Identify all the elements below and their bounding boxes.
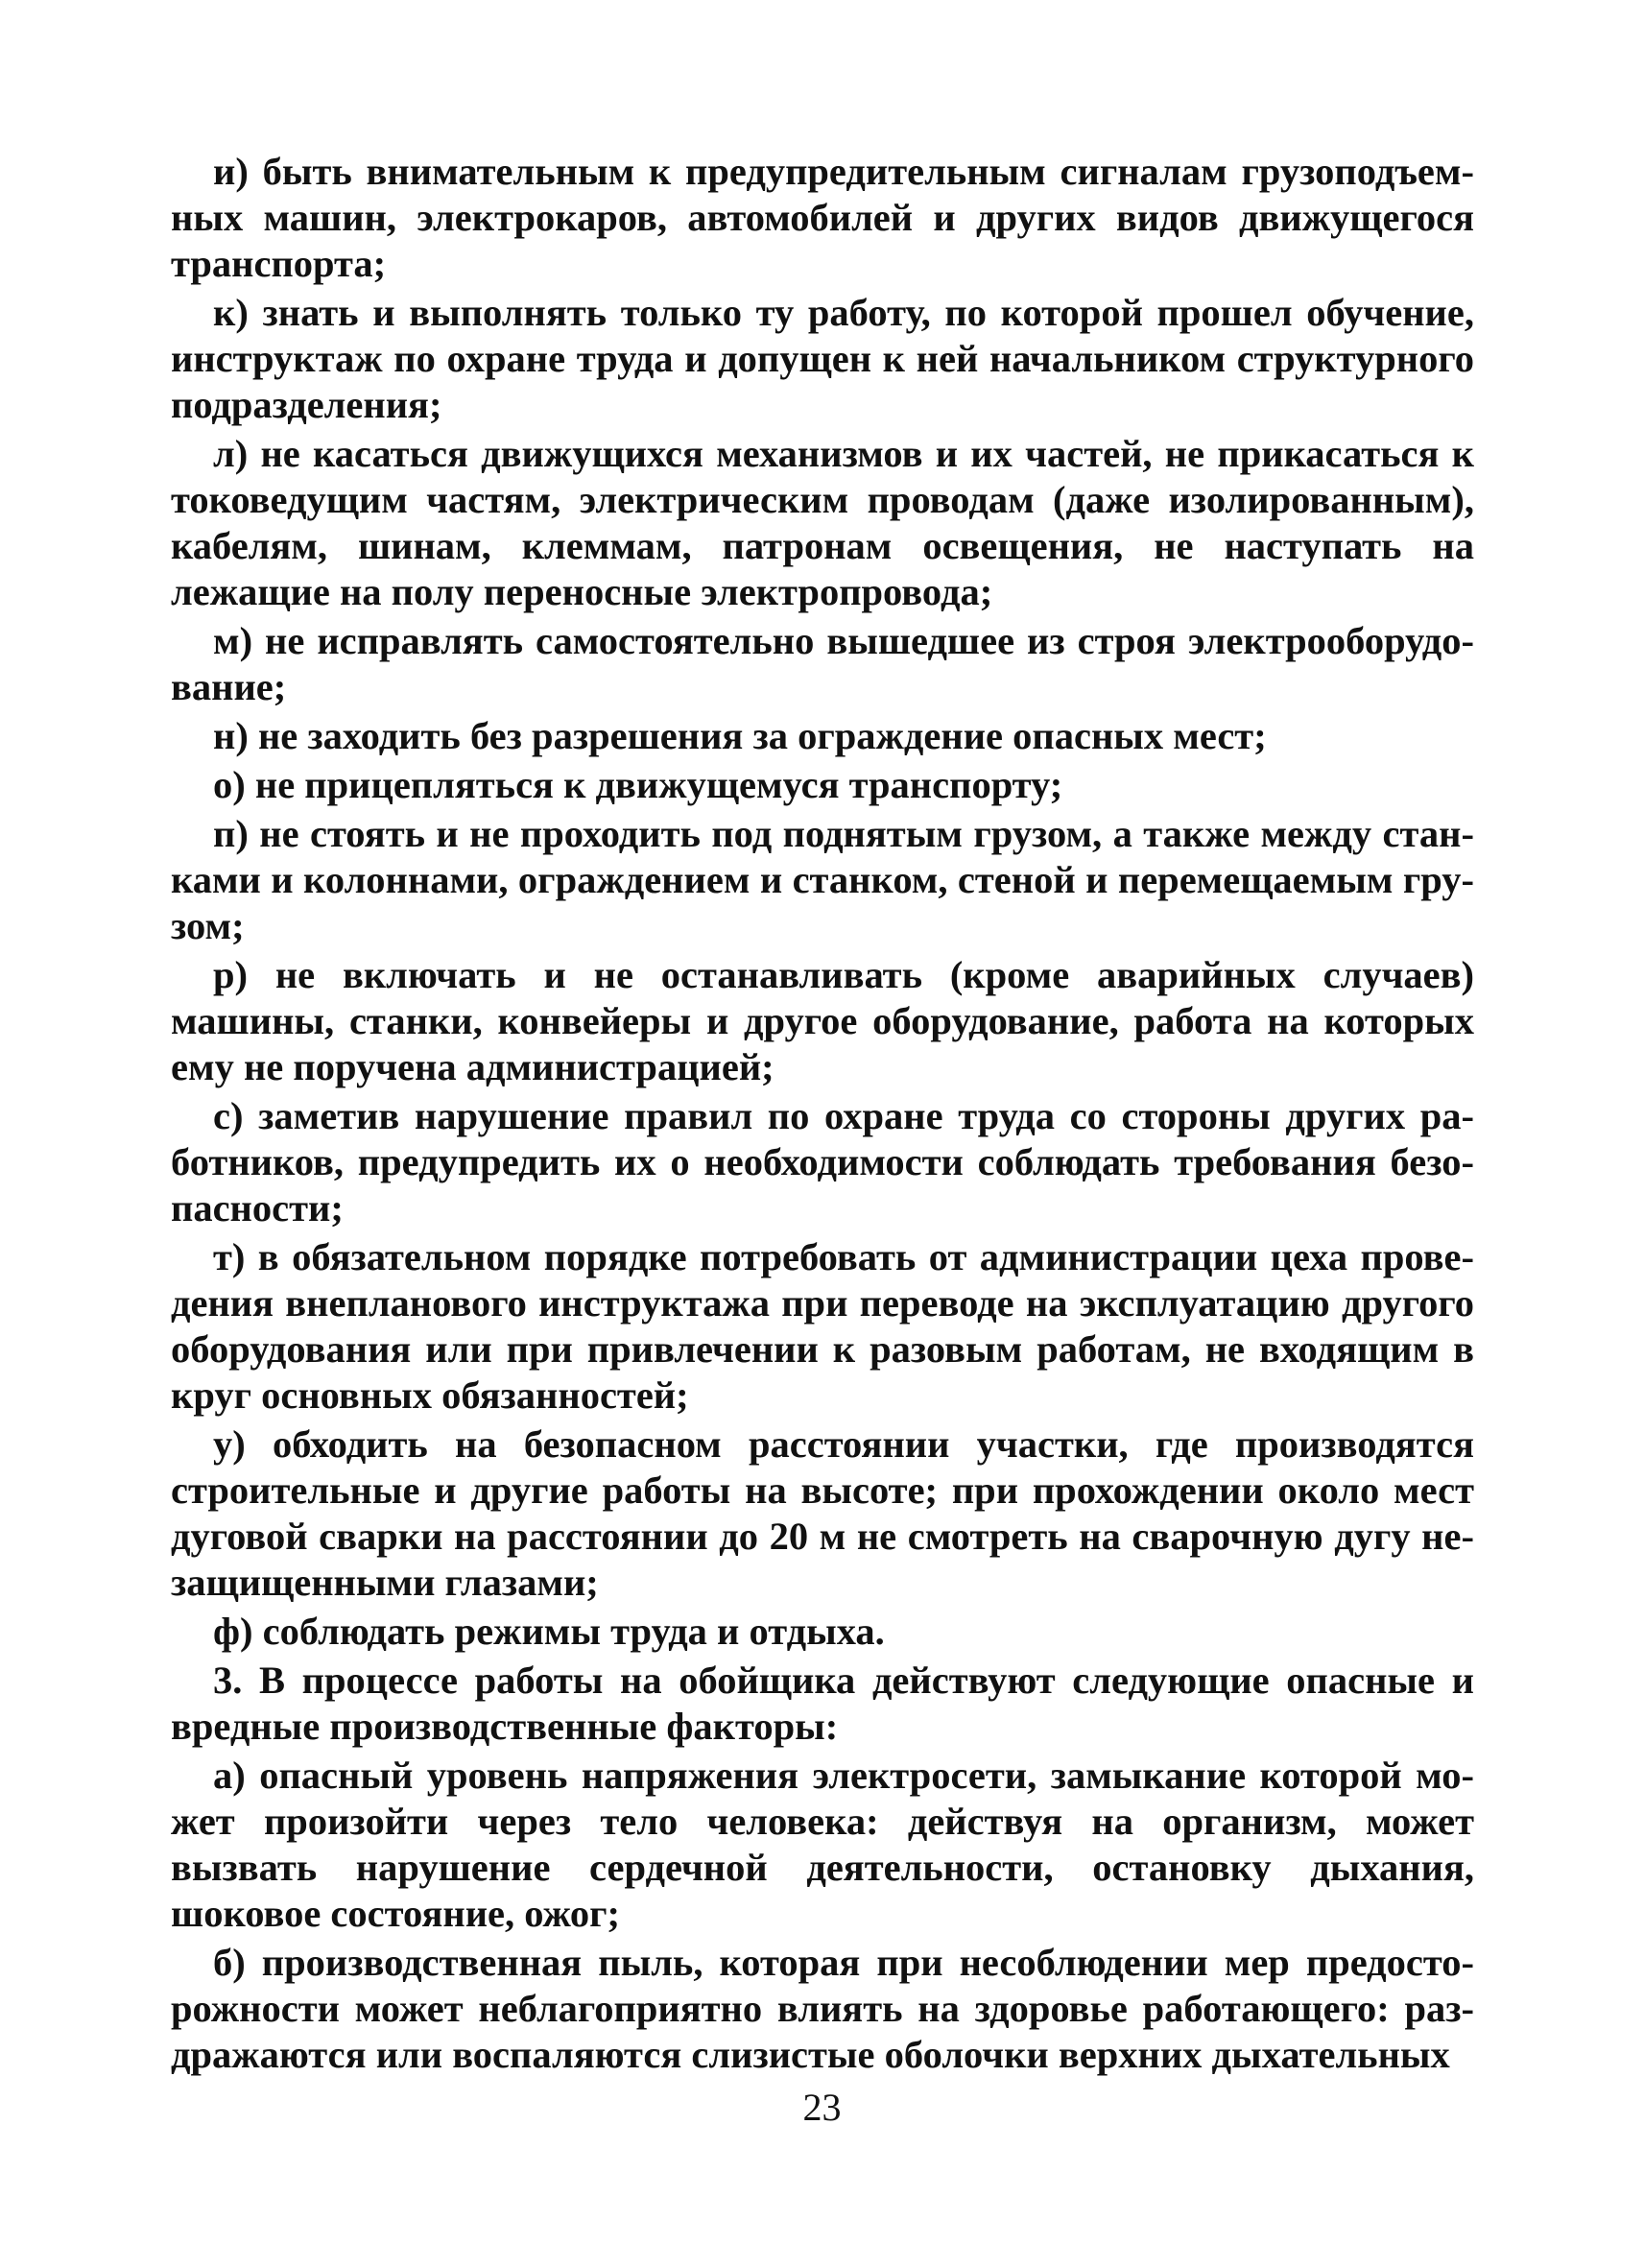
paragraph-f: ф) соблюдать режимы труда и отдыха. xyxy=(213,1610,885,1653)
paragraph-l: л) не касаться движущихся механизмов и их частей, не прикасаться к токоведущим частям, электрическим проводам (даже изолированным), кабелям, шинам, клеммам, патронам освещения, не наступать на лежащие на полу переносные электропровода; xyxy=(171,432,1474,613)
paragraph-o: о) не прицепляться к движущемуся транспорту; xyxy=(213,763,1063,806)
paragraph-k: к) знать и выполнять только ту работу, по которой прошел обучение, инструктаж по охране труда и допущен к ней начальником структурного подразделения; xyxy=(171,291,1474,426)
paragraph-m: м) не исправлять самостоятельно вышедшее из строя электрооборудование; xyxy=(171,619,1474,708)
page-number: 23 xyxy=(802,2086,842,2129)
paragraph-b: б) производственная пыль, которая при несоблюдении мер предосторожности может неблагоприятно влиять на здоровье работающего: раздражаются или воспаляются слизистые оболочки верхних дыхательных xyxy=(171,1941,1474,2076)
item-3-number: 3. xyxy=(213,1659,243,1702)
paragraph-t: т) в обязательном порядке потребовать от администрации цеха проведения внепланового инструктажа при переводе на эксплуатацию другого оборудования или при привлечении к разовым работам, не входящим в круг основных обязанностей; xyxy=(171,1235,1474,1417)
paragraph-s: с) заметив нарушение правил по охране труда со стороны других работников, предупредить их о необходимости соблюдать требования безопасности; xyxy=(171,1094,1474,1229)
item-3-text: В процессе работы на обойщика действуют следующие опасные и вредные производственные факторы: xyxy=(171,1659,1474,1748)
paragraph-i: и) быть внимательным к предупредительным сигналам грузоподъемных машин, электрокаров, автомобилей и других видов движущегося транспорта; xyxy=(171,150,1474,285)
paragraph-r: р) не включать и не останавливать (кроме аварийных случаев) машины, станки, конвейеры и другое оборудование, работа на которых ему не поручена администрацией; xyxy=(171,953,1474,1088)
document-body xyxy=(171,149,1474,2081)
paragraph-a: а) опасный уровень напряжения электросети, замыкание которой может произойти через тело человека: действуя на организм, может вызвать нарушение сердечной деятельности, остановку дыхания, шоковое состояние, ожог; xyxy=(171,1754,1474,1935)
paragraph-item-3 xyxy=(171,1658,1474,1750)
paragraph-p: п) не стоять и не проходить под поднятым грузом, а также между станками и колоннами, ограждением и станком, стеной и перемещаемым грузом; xyxy=(171,812,1474,947)
paragraph-u: у) обходить на безопасном расстоянии участки, где производятся строительные и другие работы на высоте; при прохождении около мест дуговой сварки на расстоянии до 20 м не смотреть на сварочную дугу незащищенными глазами; xyxy=(171,1422,1474,1604)
paragraph-n: н) не заходить без разрешения за ограждение опасных мест; xyxy=(213,714,1267,757)
